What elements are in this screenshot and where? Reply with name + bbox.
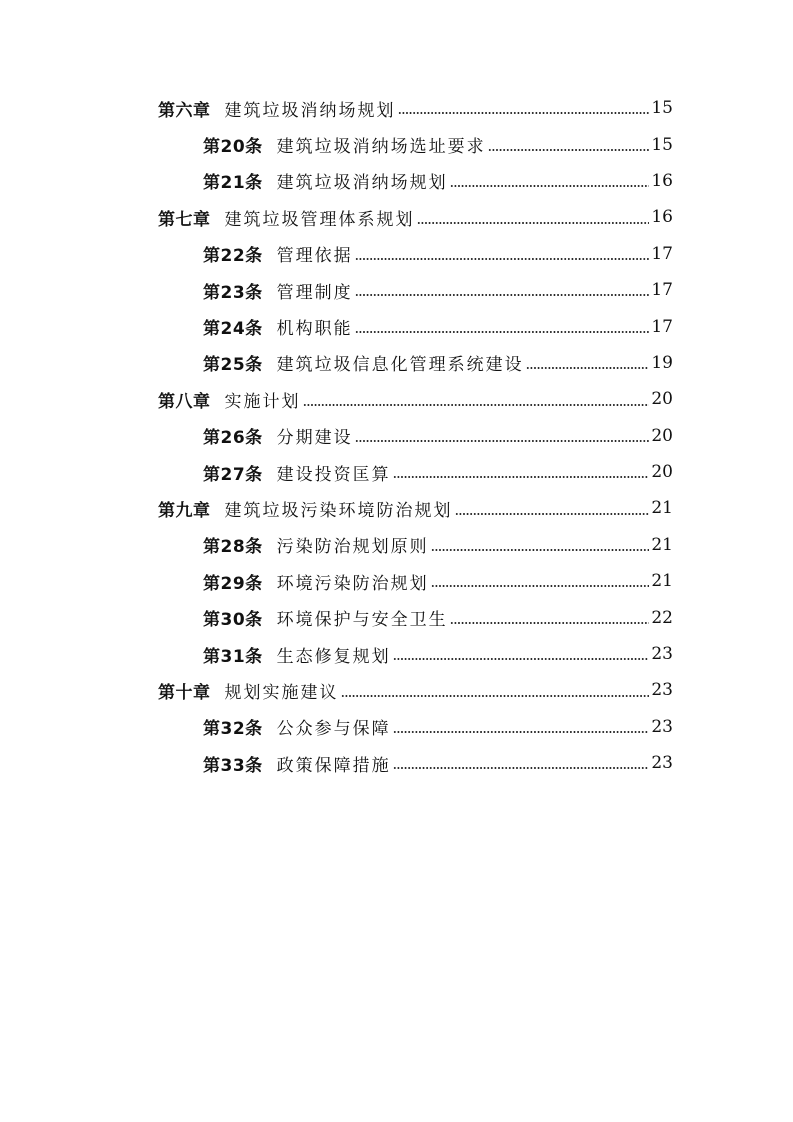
toc-chapter-entry[interactable] <box>0 381 793 417</box>
dot-leader <box>355 294 649 296</box>
entry-page-number: 21 <box>651 571 673 592</box>
entry-number: 第六章 <box>158 100 211 121</box>
dot-leader <box>355 331 649 333</box>
dot-leader <box>393 767 649 769</box>
toc-article-entry[interactable] <box>0 636 793 672</box>
entry-page-number: 20 <box>651 462 673 483</box>
entry-title: 建筑垃圾管理体系规划 <box>224 209 415 230</box>
toc-article-entry[interactable] <box>0 236 793 272</box>
entry-title: 管理依据 <box>276 246 353 267</box>
toc-chapter-entry[interactable] <box>0 90 793 126</box>
dot-leader <box>355 258 649 260</box>
toc-article-entry[interactable] <box>0 709 793 745</box>
toc-article-entry[interactable] <box>0 745 793 781</box>
entry-title: 规划实施建议 <box>224 682 339 703</box>
toc-article-entry[interactable] <box>0 163 793 199</box>
entry-number: 第33条 <box>203 755 263 776</box>
entry-page-number: 16 <box>651 170 673 191</box>
toc-chapter-entry[interactable] <box>0 199 793 235</box>
entry-title: 管理制度 <box>276 282 353 303</box>
toc-chapter-entry[interactable] <box>0 672 793 708</box>
toc-article-entry[interactable] <box>0 272 793 308</box>
toc-article-entry[interactable] <box>0 563 793 599</box>
toc-article-entry[interactable] <box>0 454 793 490</box>
toc-article-entry[interactable] <box>0 418 793 454</box>
toc-article-entry[interactable] <box>0 345 793 381</box>
entry-number: 第27条 <box>203 464 263 485</box>
dot-leader <box>355 440 649 442</box>
entry-number: 第22条 <box>203 246 263 267</box>
toc-chapter-entry[interactable] <box>0 490 793 526</box>
entry-page-number: 16 <box>651 207 673 228</box>
entry-page-number: 17 <box>651 243 673 264</box>
entry-number: 第20条 <box>203 137 263 158</box>
entry-page-number: 15 <box>651 98 673 119</box>
dot-leader <box>431 585 649 587</box>
dot-leader <box>393 658 649 660</box>
entry-title: 公众参与保障 <box>276 719 391 740</box>
entry-title: 建筑垃圾消纳场规划 <box>276 173 448 194</box>
entry-number: 第七章 <box>158 209 211 230</box>
entry-page-number: 15 <box>651 134 673 155</box>
entry-title: 建筑垃圾污染环境防治规划 <box>224 500 453 521</box>
entry-title: 建筑垃圾消纳场选址要求 <box>276 137 486 158</box>
entry-number: 第24条 <box>203 319 263 340</box>
entry-number: 第21条 <box>203 173 263 194</box>
entry-page-number: 21 <box>651 498 673 519</box>
entry-title: 建筑垃圾信息化管理系统建设 <box>276 355 524 376</box>
entry-title: 污染防治规划原则 <box>276 537 429 558</box>
entry-number: 第23条 <box>203 282 263 303</box>
entry-page-number: 23 <box>651 716 673 737</box>
entry-title: 建设投资匡算 <box>276 464 391 485</box>
entry-number: 第31条 <box>203 646 263 667</box>
dot-leader <box>450 185 649 187</box>
dot-leader <box>450 622 649 624</box>
entry-number: 第32条 <box>203 719 263 740</box>
entry-number: 第29条 <box>203 573 263 594</box>
toc-article-entry[interactable] <box>0 126 793 162</box>
toc-article-entry[interactable] <box>0 527 793 563</box>
dot-leader <box>431 549 649 551</box>
dot-leader <box>393 731 649 733</box>
entry-title: 环境污染防治规划 <box>276 573 429 594</box>
entry-page-number: 20 <box>651 389 673 410</box>
entry-title: 环境保护与安全卫生 <box>276 610 448 631</box>
dot-leader <box>398 112 650 114</box>
entry-page-number: 17 <box>651 316 673 337</box>
entry-number: 第30条 <box>203 610 263 631</box>
entry-title: 实施计划 <box>224 391 301 412</box>
dot-leader <box>488 149 649 151</box>
dot-leader <box>455 513 650 515</box>
entry-number: 第八章 <box>158 391 211 412</box>
entry-number: 第28条 <box>203 537 263 558</box>
entry-page-number: 21 <box>651 534 673 555</box>
entry-number: 第25条 <box>203 355 263 376</box>
dot-leader <box>303 404 650 406</box>
table-of-contents <box>0 90 793 781</box>
entry-title: 建筑垃圾消纳场规划 <box>224 100 396 121</box>
dot-leader <box>417 222 650 224</box>
entry-page-number: 20 <box>651 425 673 446</box>
entry-page-number: 17 <box>651 280 673 301</box>
dot-leader <box>393 476 649 478</box>
entry-page-number: 23 <box>651 644 673 665</box>
entry-title: 政策保障措施 <box>276 755 391 776</box>
entry-title: 分期建设 <box>276 428 353 449</box>
entry-number: 第26条 <box>203 428 263 449</box>
entry-page-number: 23 <box>651 680 673 701</box>
entry-title: 机构职能 <box>276 319 353 340</box>
toc-article-entry[interactable] <box>0 599 793 635</box>
entry-number: 第九章 <box>158 500 211 521</box>
entry-page-number: 22 <box>651 607 673 628</box>
toc-article-entry[interactable] <box>0 308 793 344</box>
dot-leader <box>526 367 649 369</box>
entry-page-number: 23 <box>651 753 673 774</box>
entry-title: 生态修复规划 <box>276 646 391 667</box>
entry-page-number: 19 <box>651 352 673 373</box>
entry-number: 第十章 <box>158 682 211 703</box>
dot-leader <box>341 695 650 697</box>
